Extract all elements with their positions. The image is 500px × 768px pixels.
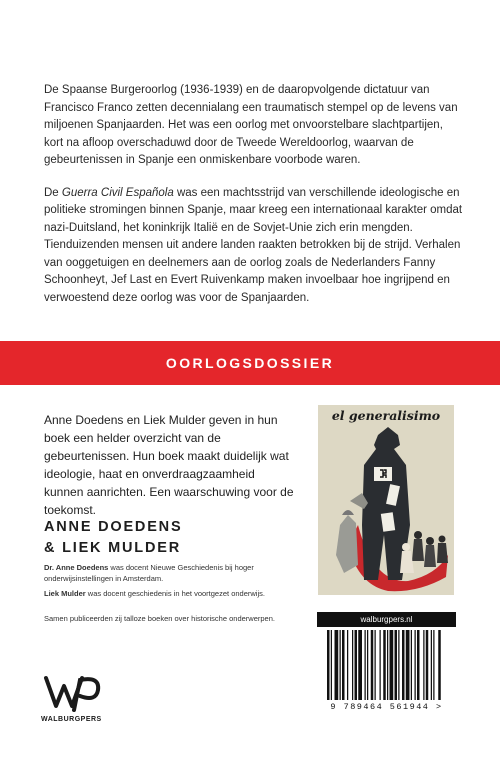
barcode-bar (355, 630, 358, 700)
bio-mulder-name: Liek Mulder (44, 589, 86, 598)
author-line-2: & LIEK MULDER (44, 540, 181, 556)
barcode (317, 612, 456, 717)
bio-mulder (44, 589, 284, 600)
barcode-bar (431, 630, 432, 700)
intro-text (44, 82, 464, 322)
author-line-1: ANNE DOEDENS (44, 519, 183, 535)
walburgpers-logo-icon (40, 672, 110, 716)
publisher-name: WALBURGPERS (41, 716, 102, 723)
bio-doedens-name: Dr. Anne Doedens (44, 563, 109, 572)
bio-mulder-text: was docent geschiedenis in het voortgezet onderwijs. (85, 589, 265, 598)
barcode-bar (387, 630, 388, 700)
barcode-bars (317, 628, 456, 702)
barcode-bar (340, 630, 341, 700)
barcode-bar (406, 630, 410, 700)
barcode-bar (411, 630, 412, 700)
barcode-bar (327, 630, 330, 700)
series-label: OORLOGSDOSSIER (165, 355, 335, 371)
bio-joint: Samen publiceerden zij talloze boeken over historische onderwerpen. (44, 614, 275, 623)
barcode-bar (423, 630, 424, 700)
author-names (44, 517, 182, 559)
isbn-number: 9 789464 561944 > (330, 702, 443, 712)
barcode-bar (390, 630, 394, 700)
intro-p2-pre: De (44, 186, 62, 199)
bio-doedens (44, 563, 284, 584)
summary-text: Anne Doedens en Liek Mulder geven in hun boek een helder overzicht van de gebeurtenissen. Hun boek maakt duidelijk wat ideologie, haat en onverdraagzaamheid kunnen aanrichten. Een waarschuwing voor de toekomst. (44, 413, 294, 517)
bio-doedens-text: was docent Nieuwe Geschiedenis bij hoger onderwijsinstellingen in Amsterdam. (44, 563, 254, 583)
barcode-bar (365, 630, 366, 700)
poster-image (318, 405, 454, 595)
barcode-bar (438, 630, 441, 700)
intro-p2-italic: Guerra Civil Española (61, 186, 174, 199)
barcode-bar (417, 630, 420, 700)
series-band (0, 341, 500, 385)
barcode-bar (371, 630, 374, 700)
barcode-bar (380, 630, 381, 700)
barcode-bar (426, 630, 429, 700)
barcode-bar (375, 630, 376, 700)
barcode-bar (335, 630, 339, 700)
barcode-bar (347, 630, 348, 700)
poster-title: el generalisimo (331, 408, 441, 423)
barcode-bar (367, 630, 368, 700)
intro-paragraph-1: De Spaanse Burgeroorlog (1936-1939) en de daaropvolgende dictatuur van Francisco Franco zetten decennialang een traumatisch stempel op de levens van miljoenen Spanjaarden. Het was een oorlog met onvoorstelbare slachtpartijen, kort na afloop overschaduwd door de Tweede Wereldoorlog, waarvan de gebeurtenissen in Spanje een onmiskenbare voorbode waren. (44, 84, 458, 166)
barcode-bar (352, 630, 353, 700)
intro-p2-post: was een machtsstrijd van verschillende ideologische en politieke stromingen binnen Spanje, maar kreeg een internationaal karakter omdat nazi-Duitsland, het koninkrijk Italië en de Sovjet-Unie zich erin mengden. Tienduizenden mensen uit andere landen raakten betrokken bij de strijd. Verhalen van ooggetuigen en deelnemers aan de oorlog zoals de Nederlanders Fanny Schoonheyt, Jef Last en Evert Ruivenkamp maken invoelbaar hoe ingrijpend en verwoestend deze oorlog was voor de Spanjaarden. (44, 186, 463, 304)
barcode-bar (398, 630, 399, 700)
barcode-bar (402, 630, 405, 700)
barcode-bar (342, 630, 345, 700)
barcode-bar (415, 630, 416, 700)
poster-illustration (318, 405, 454, 595)
publisher-url: walburgpers.nl (317, 612, 456, 627)
barcode-bar (433, 630, 434, 700)
barcode-bar (331, 630, 332, 700)
barcode-bar (383, 630, 386, 700)
intro-paragraph-2 (44, 185, 464, 308)
barcode-bar (395, 630, 398, 700)
barcode-bar (358, 630, 362, 700)
